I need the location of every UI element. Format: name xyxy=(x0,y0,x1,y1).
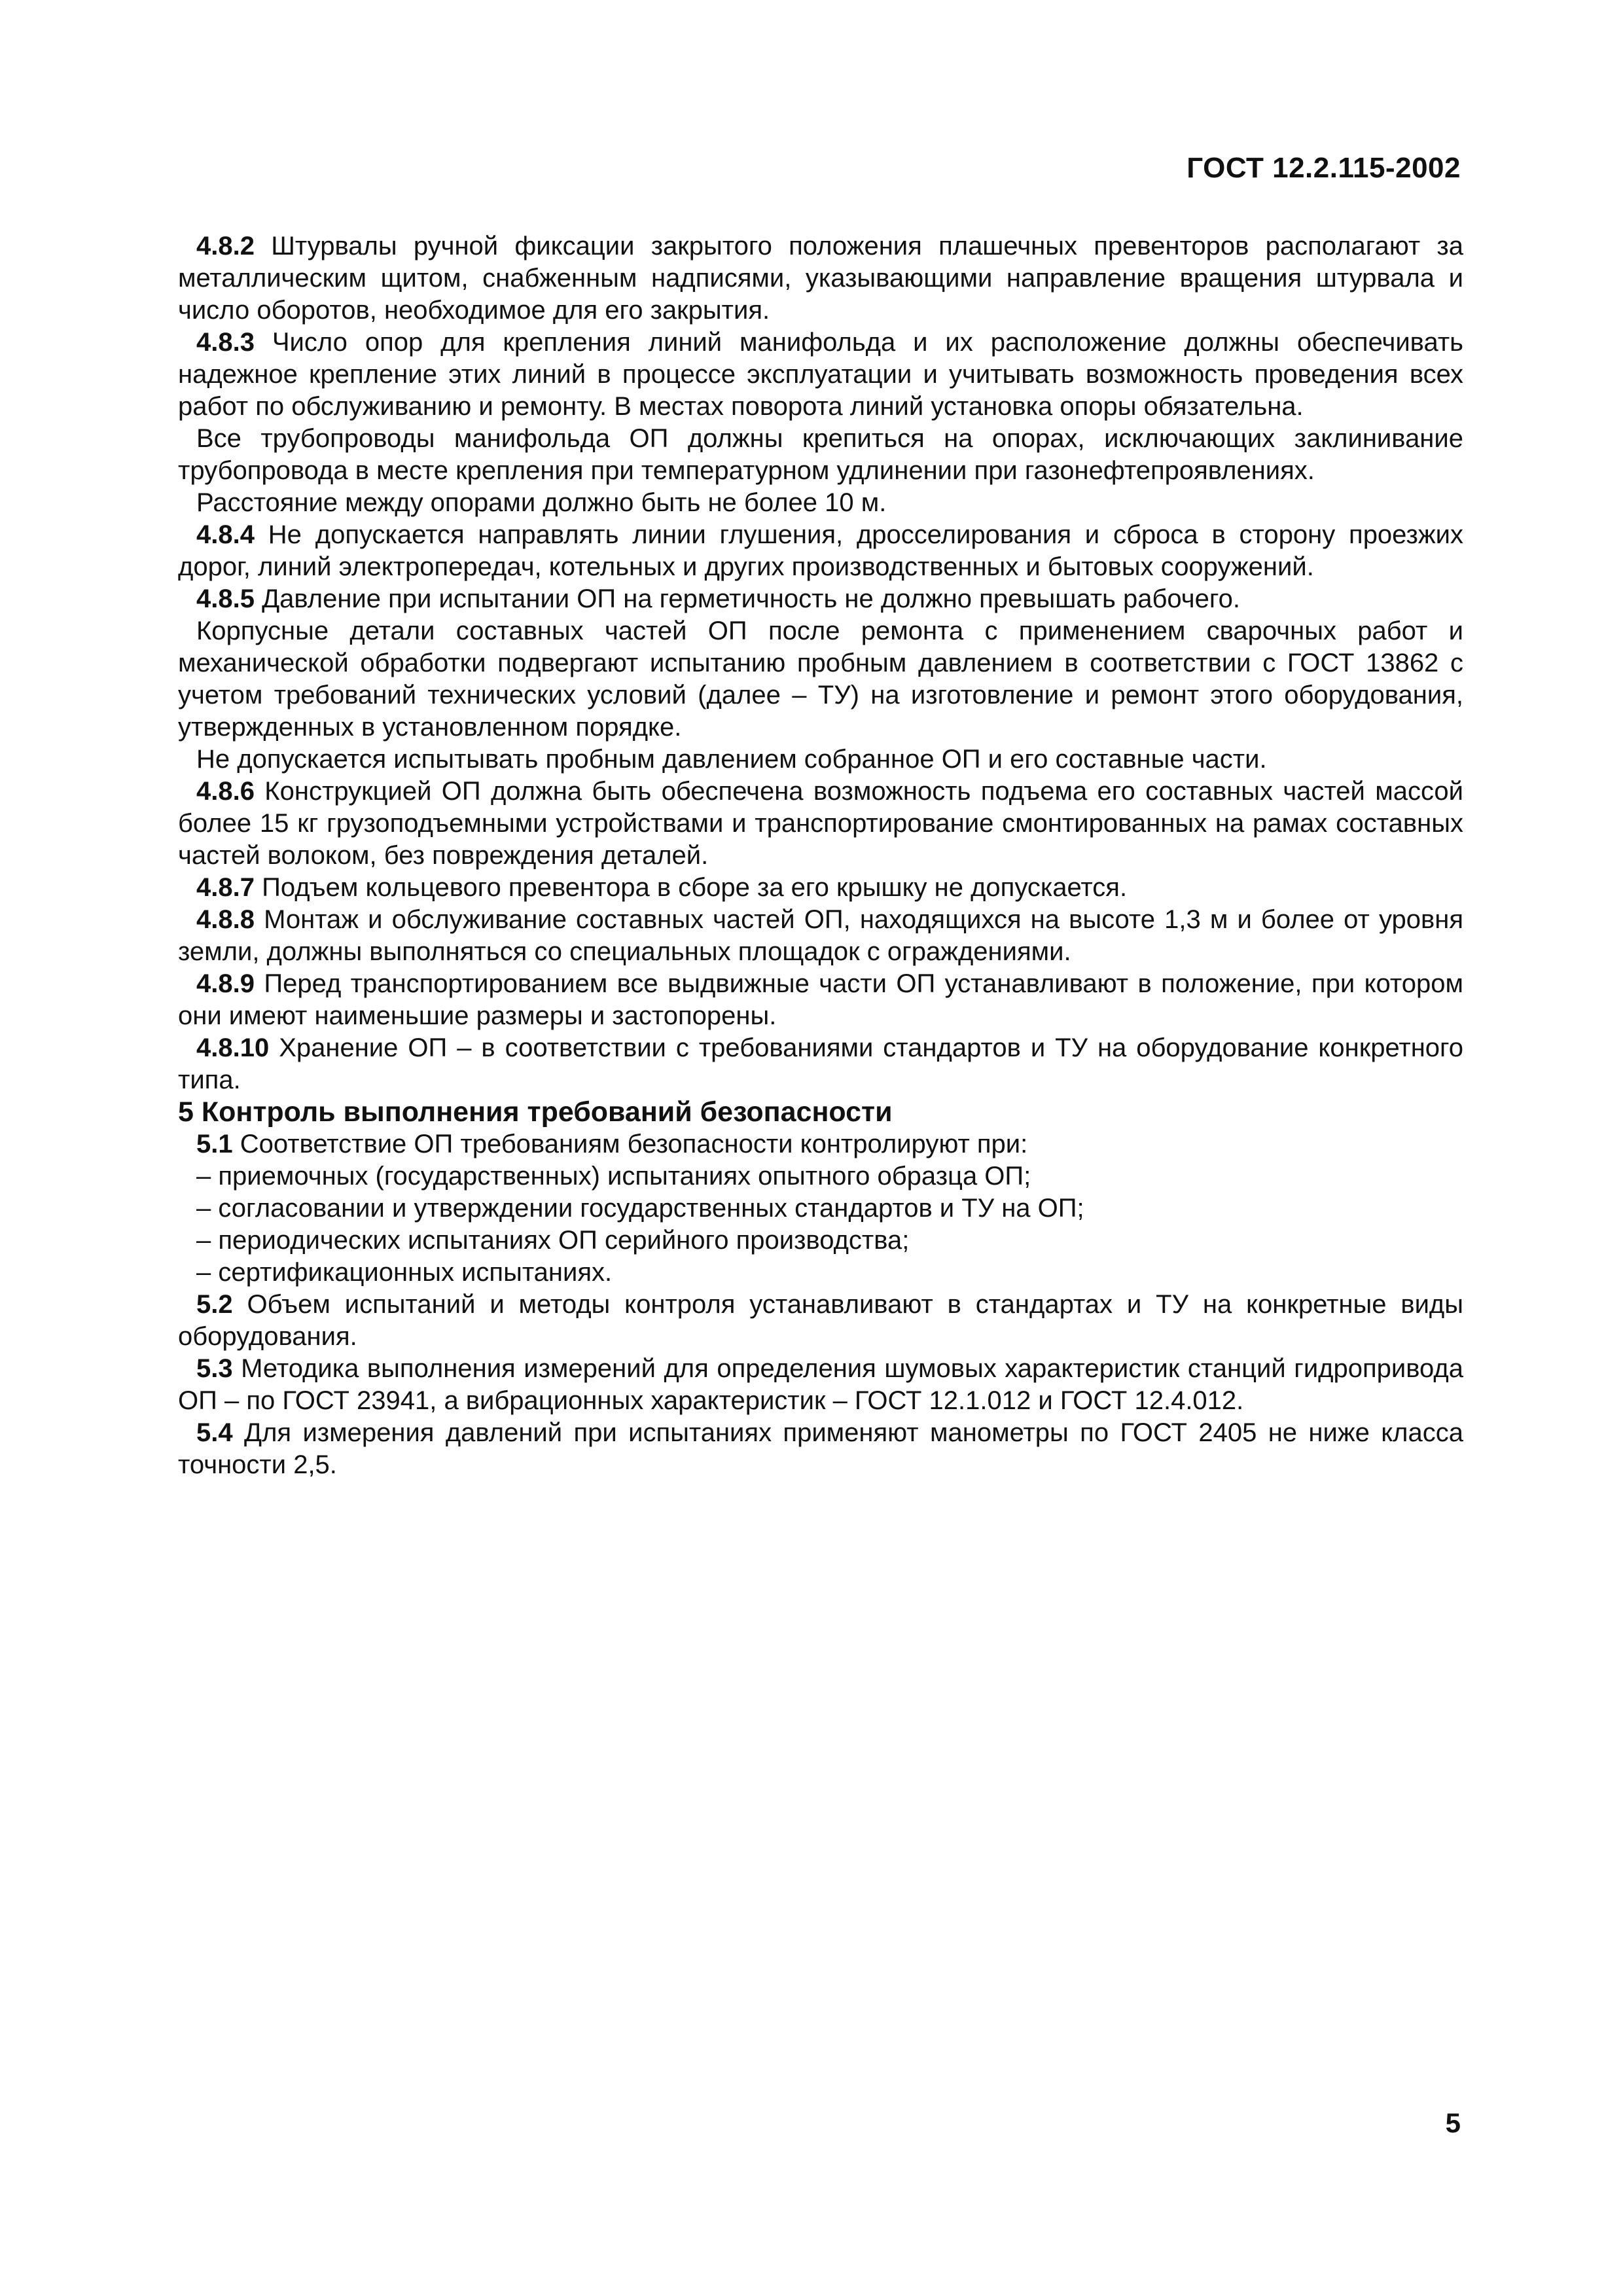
list-item: – приемочных (государственных) испытаниях опытного образца ОП; xyxy=(196,1162,1031,1191)
clause-4-8-6 xyxy=(178,776,1463,872)
clause-text: Не допускается направлять линии глушения, дросселирования и сброса в сторону проезжих дорог, линий электропередач, котельных и других производственных и бытовых сооружений. xyxy=(178,520,1463,581)
clause-number: 4.8.2 xyxy=(196,232,255,260)
clause-number: 4.8.6 xyxy=(196,777,255,806)
clause-4-8-2 xyxy=(178,230,1463,327)
clause-number: 4.8.9 xyxy=(196,969,255,998)
page-number: 5 xyxy=(1445,2108,1461,2138)
document-body xyxy=(178,230,1463,1481)
clause-4-8-4 xyxy=(178,519,1463,583)
clause-text: Корпусные детали составных частей ОП после ремонта с применением сварочных работ и механической обработки подвергают испытанию пробным давлением в соответствии с ГОСТ 13862 с учетом требований технических условий (далее – ТУ) на изготовление и ремонт этого оборудования, утвержденных в установленном порядке. xyxy=(178,617,1463,742)
list-item: – согласовании и утверждении государственных стандартов и ТУ на ОП; xyxy=(196,1194,1084,1223)
paragraph-no-assembled-test xyxy=(178,744,1463,776)
clause-5-4 xyxy=(178,1417,1463,1481)
clause-4-8-9 xyxy=(178,968,1463,1032)
clause-4-8-5 xyxy=(178,583,1463,615)
clause-text: Все трубопроводы манифольда ОП должны крепиться на опорах, исключающих заклинивание трубопровода в месте крепления при температурном удлинении при газонефтепроявлениях. xyxy=(178,424,1463,485)
clause-text: Хранение ОП – в соответствии с требованиями стандартов и ТУ на оборудование конкретного типа. xyxy=(178,1033,1463,1094)
clause-4-8-3 xyxy=(178,327,1463,423)
clause-text: Не допускается испытывать пробным давлением собранное ОП и его составные части. xyxy=(196,745,1267,774)
clause-number: 4.8.5 xyxy=(196,584,255,613)
list-item: – сертификационных испытаниях. xyxy=(196,1258,613,1287)
clause-number: 4.8.8 xyxy=(196,905,255,934)
clause-number: 5.4 xyxy=(196,1418,233,1447)
clause-4-8-8 xyxy=(178,904,1463,968)
clause-number: 5.2 xyxy=(196,1290,233,1319)
clause-text: Объем испытаний и методы контроля устанавливают в стандартах и ТУ на конкретные виды оборудования. xyxy=(178,1290,1463,1351)
clause-5-2 xyxy=(178,1289,1463,1353)
clause-text: Монтаж и обслуживание составных частей ОП, находящихся на высоте 1,3 м и более от уровня земли, должны выполняться со специальных площадок с ограждениями. xyxy=(178,905,1463,966)
clause-4-8-10 xyxy=(178,1032,1463,1096)
clause-text: Штурвалы ручной фиксации закрытого положения плашечных превенторов располагают за металлическим щитом, снабженным надписями, указывающими направление вращения штурвала и число оборотов, необходимое для его закрытия. xyxy=(178,232,1463,325)
clause-text: Подъем кольцевого превентора в сборе за его крышку не допускается. xyxy=(254,873,1128,902)
document-code: ГОСТ 12.2.115-2002 xyxy=(1186,152,1461,184)
clause-text: Конструкцией ОП должна быть обеспечена возможность подъема его составных частей массой более 15 кг грузоподъемными устройствами и транспортирование смонтированных на рамах составных частей волоком, без повреждения деталей. xyxy=(178,777,1463,870)
section-5-title: 5 Контроль выполнения требований безопасности xyxy=(178,1096,893,1128)
paragraph-support-distance xyxy=(178,487,1463,519)
clause-number: 4.8.4 xyxy=(196,520,255,549)
clause-text: Методика выполнения измерений для определения шумовых характеристик станций гидропривода ОП – по ГОСТ 23941, а вибрационных характеристик – ГОСТ 12.1.012 и ГОСТ 12.4.012. xyxy=(178,1354,1463,1415)
clause-text: Для измерения давлений при испытаниях применяют манометры по ГОСТ 2405 не ниже класса точности 2,5. xyxy=(178,1418,1463,1479)
clause-text: Число опор для крепления линий манифольда и их расположение должны обеспечивать надежное крепление этих линий в процессе эксплуатации и учитывать возможность проведения всех работ по обслуживанию и ремонту. В местах поворота линий установка опоры обязательна. xyxy=(178,328,1463,421)
clause-5-1 xyxy=(178,1128,1463,1160)
clause-4-8-7 xyxy=(178,872,1463,904)
clause-number: 5.3 xyxy=(196,1354,233,1383)
clause-text: Перед транспортированием все выдвижные части ОП устанавливают в положение, при котором они имеют наименьшие размеры и застопорены. xyxy=(178,969,1463,1030)
clause-text: Соответствие ОП требованиям безопасности контролируют при: xyxy=(232,1130,1028,1158)
clause-text: Расстояние между опорами должно быть не более 10 м. xyxy=(196,488,887,517)
clause-number: 4.8.3 xyxy=(196,328,255,357)
clause-text: Давление при испытании ОП на герметичность не должно превышать рабочего. xyxy=(254,584,1240,613)
paragraph-housing-parts xyxy=(178,615,1463,744)
clause-number: 5.1 xyxy=(196,1130,233,1158)
paragraph-pipelines xyxy=(178,423,1463,487)
clause-number: 4.8.10 xyxy=(196,1033,270,1062)
list-item: – периодических испытаниях ОП серийного производства; xyxy=(196,1226,910,1255)
clause-number: 4.8.7 xyxy=(196,873,255,902)
clause-5-3 xyxy=(178,1353,1463,1417)
